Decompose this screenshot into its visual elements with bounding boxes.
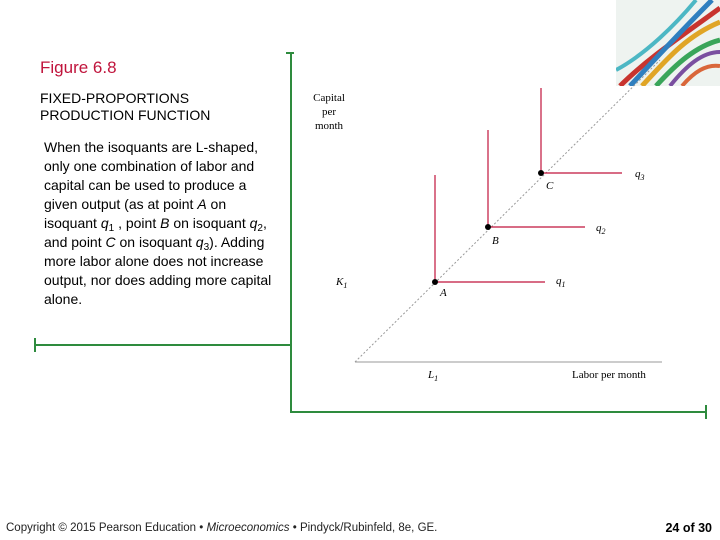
isoquant-q2-line xyxy=(488,130,585,227)
y-axis-label-line: Capital xyxy=(313,92,345,104)
caption-text-4: on isoquant xyxy=(169,215,250,231)
footer-book-title: Microeconomics xyxy=(206,522,290,534)
point-c-dot xyxy=(538,170,544,176)
k1-label: $K_1$ xyxy=(336,276,348,290)
y-axis-label-line: month xyxy=(314,120,344,132)
caption-q3: q xyxy=(195,234,204,250)
caption-text-1: When the isoquants are L-shaped, only one combination of labor and capital can be used to produce a given output (as at point xyxy=(44,139,259,212)
expansion-ray-line xyxy=(355,60,660,362)
figure-subtitle: FIXED-PROPORTIONS PRODUCTION FUNCTION xyxy=(40,90,211,123)
point-a-dot xyxy=(432,279,438,285)
caption-point-c: C xyxy=(105,234,116,250)
isoquant-q2-label: $q_2$ xyxy=(596,222,606,236)
point-b-dot xyxy=(485,224,491,230)
footer-copyright-text: Copyright © 2015 Pearson Education • xyxy=(6,522,207,534)
point-a-label: A xyxy=(440,287,447,299)
caption-text-6: on isoquant xyxy=(115,234,196,250)
caption-point-a: A xyxy=(197,196,207,212)
l1-label: $L_1$ xyxy=(428,369,439,383)
point-b-label: B xyxy=(492,235,499,247)
caption-text-7: ). Adding more labor alone does not increase output, nor does adding more capital alone. xyxy=(44,234,272,307)
caption-q1-sub: 1 xyxy=(108,223,115,234)
isoquant-q3-line xyxy=(541,88,622,173)
caption-text-2: on isoquant xyxy=(44,196,227,231)
caption-q2-sub: 2 xyxy=(257,223,263,234)
caption-text-3: , point xyxy=(114,215,161,231)
footer-copyright xyxy=(6,522,437,534)
isoquant-q1-label: $q_1$ xyxy=(556,275,566,289)
y-axis-label-line: per xyxy=(321,106,337,118)
footer-authors: • Pindyck/Rubinfeld, 8e, GE. xyxy=(289,522,438,534)
caption-point-b: B xyxy=(160,215,170,231)
page-number: 24 of 30 xyxy=(665,521,712,535)
isoquant-q3-label: $q_3$ xyxy=(635,168,645,182)
caption-q2: q xyxy=(249,215,258,231)
point-c-label: C xyxy=(546,180,554,192)
caption-q3-sub: 3 xyxy=(203,242,210,253)
figure-title: Figure 6.8 xyxy=(40,58,117,77)
caption-text-5: , and point xyxy=(44,215,267,250)
x-axis-label: Labor per month xyxy=(572,369,646,381)
caption-q1: q xyxy=(100,215,109,231)
